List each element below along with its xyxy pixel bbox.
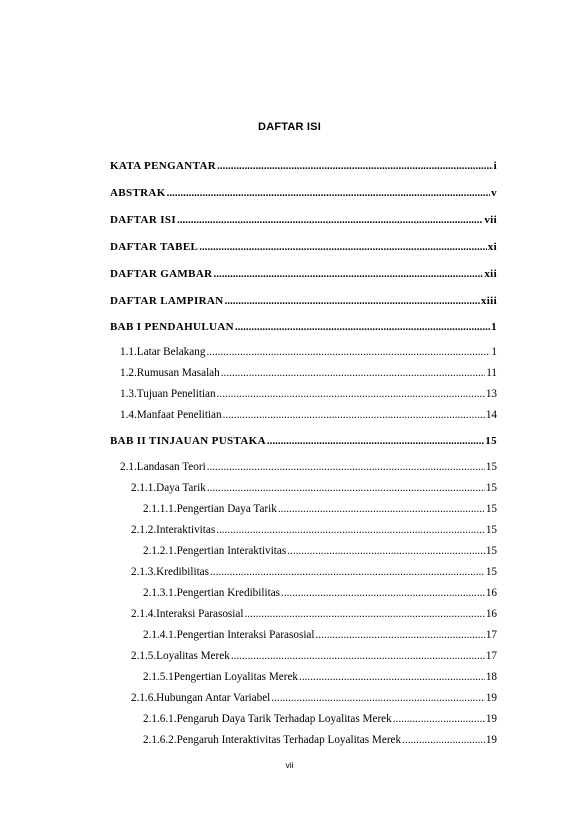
page-title: DAFTAR ISI <box>258 121 321 133</box>
toc-entry-number: 1.1. <box>120 346 137 358</box>
dot-leader <box>244 607 484 621</box>
toc-entry-label: Daya Tarik <box>156 482 206 494</box>
toc-entry-number: 2.1.1. <box>131 482 157 494</box>
toc-entry <box>143 712 497 726</box>
dot-leader <box>271 691 485 705</box>
toc-entry-number: 2.1.4. <box>131 608 157 620</box>
dot-leader <box>216 523 485 537</box>
toc-entry-label: BAB II TINJAUAN PUSTAKA <box>110 435 266 447</box>
toc-entry-number: 2.1.6.2. <box>143 734 177 746</box>
toc-entry <box>143 544 497 558</box>
toc-entry-page: v <box>491 187 497 199</box>
toc-entry-number: 2.1.6.1. <box>143 713 177 725</box>
toc-entry-page: xii <box>484 268 497 280</box>
dot-leader <box>207 481 485 495</box>
toc-entry-label: Landasan Teori <box>136 461 206 473</box>
dot-leader <box>177 213 483 227</box>
toc-entry <box>131 691 497 705</box>
dot-leader <box>217 159 493 173</box>
dot-leader <box>217 387 485 401</box>
toc-entry <box>110 159 497 173</box>
toc-entry <box>120 387 497 401</box>
toc-entry <box>131 523 497 537</box>
dot-leader <box>316 628 485 642</box>
toc-entry-page: xiii <box>480 295 497 307</box>
toc-entry-page: 17 <box>485 629 497 641</box>
toc-entry-page: 13 <box>485 388 497 400</box>
dot-leader <box>267 434 484 448</box>
toc-entry-page: 15 <box>485 503 497 515</box>
toc-entry-label: Pengertian Interaktivitas <box>176 545 287 557</box>
toc-entry-label: Tujuan Penelitian <box>136 388 216 400</box>
toc-entry-label: Latar Belakang <box>136 346 206 358</box>
toc-entry-number: 2.1.3. <box>131 566 157 578</box>
toc-entry-label: Loyalitas Merek <box>156 650 230 662</box>
dot-leader <box>221 366 485 380</box>
toc-entry-number: 2.1.4.1. <box>143 629 177 641</box>
toc-entry-label: DAFTAR TABEL <box>110 241 199 253</box>
toc-entry-page: 19 <box>485 692 497 704</box>
toc-entry-label: DAFTAR GAMBAR <box>110 268 213 280</box>
toc-entry-page: 15 <box>485 435 497 447</box>
toc-entry-page: 17 <box>485 650 497 662</box>
dot-leader <box>223 408 485 422</box>
toc-entry-page: 15 <box>485 545 497 557</box>
toc-entry-number: 2.1.2.1. <box>143 545 177 557</box>
toc-entry <box>110 267 497 281</box>
dot-leader <box>225 294 480 308</box>
toc-entry <box>110 213 497 227</box>
toc-entry-page: 16 <box>485 587 497 599</box>
toc-entry-label: Pengertian Daya Tarik <box>176 503 277 515</box>
toc-entry-label: Kredibilitas <box>156 566 209 578</box>
toc-entry <box>110 320 497 334</box>
toc-entry <box>143 733 497 747</box>
toc-entry-label: Hubungan Antar Variabel <box>156 692 271 704</box>
toc-entry-label: Pengertian Interaksi Parasosial <box>176 629 315 641</box>
toc-entry-page: 19 <box>485 713 497 725</box>
dot-leader <box>210 565 485 579</box>
toc-entry-page: 15 <box>485 461 497 473</box>
toc-entry-label: DAFTAR LAMPIRAN <box>110 295 224 307</box>
toc-entry <box>120 460 497 474</box>
toc-entry <box>120 366 497 380</box>
toc-entry-page: xi <box>487 241 497 253</box>
toc-entry-label: ABSTRAK <box>110 187 166 199</box>
dot-leader <box>231 649 485 663</box>
toc-entry <box>120 408 497 422</box>
toc-entry-label: DAFTAR ISI <box>110 214 176 226</box>
toc-entry <box>143 670 497 684</box>
toc-entry-label: Pengertian Kredibilitas <box>176 587 281 599</box>
toc-entry-label: Pengaruh Interaktivitas Terhadap Loyalitas Merek <box>176 734 402 746</box>
toc-entry-page: 18 <box>485 671 497 683</box>
toc-entry-page: vii <box>484 214 497 226</box>
dot-leader <box>235 320 490 334</box>
toc-entry <box>143 586 497 600</box>
toc-entry <box>120 345 497 359</box>
dot-leader <box>393 712 485 726</box>
toc-entry <box>143 628 497 642</box>
toc-entry-page: i <box>493 160 497 172</box>
toc-entry <box>143 502 497 516</box>
toc-entry-page: 19 <box>485 734 497 746</box>
toc-entry-number: 1.3. <box>120 388 137 400</box>
toc-entry-page: 15 <box>485 482 497 494</box>
toc-entry-label: Interaksi Parasosial <box>156 608 244 620</box>
toc-entry-page: 15 <box>485 566 497 578</box>
dot-leader <box>207 460 485 474</box>
toc-entry-page: 16 <box>485 608 497 620</box>
toc-entry-number: 2.1.5.1 <box>143 671 174 683</box>
toc-entry-page: 1 <box>491 321 497 333</box>
toc-entry <box>131 607 497 621</box>
toc-entry-number: 1.2. <box>120 367 137 379</box>
page-number: vii <box>285 760 294 770</box>
toc-entry-page: 14 <box>485 409 497 421</box>
toc-entry-label: KATA PENGANTAR <box>110 160 217 172</box>
toc-entry-label: Manfaat Penelitian <box>136 409 222 421</box>
toc-entry <box>110 240 497 254</box>
dot-leader <box>206 345 490 359</box>
dot-leader <box>213 267 483 281</box>
toc-entry-label: Rumusan Masalah <box>136 367 220 379</box>
toc-entry-number: 2.1.1.1. <box>143 503 177 515</box>
toc-entry <box>110 434 497 448</box>
dot-leader <box>299 670 485 684</box>
dot-leader <box>287 544 485 558</box>
toc-entry-page: 1 <box>491 346 497 358</box>
toc-entry-page: 11 <box>486 367 497 379</box>
toc-entry-number: 2.1.5. <box>131 650 157 662</box>
dot-leader <box>199 240 486 254</box>
dot-leader <box>281 586 485 600</box>
toc-entry-label: Interaktivitas <box>156 524 216 536</box>
toc-entry-label: Pengaruh Daya Tarik Terhadap Loyalitas Merek <box>176 713 392 725</box>
dot-leader <box>167 186 491 200</box>
toc-entry <box>131 565 497 579</box>
toc-entry-label: Pengertian Loyalitas Merek <box>173 671 299 683</box>
toc-entry <box>110 186 497 200</box>
dot-leader <box>402 733 485 747</box>
dot-leader <box>278 502 485 516</box>
toc-entry <box>131 649 497 663</box>
toc-entry <box>110 294 497 308</box>
toc-entry-number: 2.1. <box>120 461 137 473</box>
toc-entry-label: BAB I PENDAHULUAN <box>110 321 234 333</box>
toc-entry-number: 2.1.6. <box>131 692 157 704</box>
toc-entry-number: 1.4. <box>120 409 137 421</box>
toc-entry-page: 15 <box>485 524 497 536</box>
toc-entry <box>131 481 497 495</box>
toc-entry-number: 2.1.2. <box>131 524 157 536</box>
toc-entry-number: 2.1.3.1. <box>143 587 177 599</box>
